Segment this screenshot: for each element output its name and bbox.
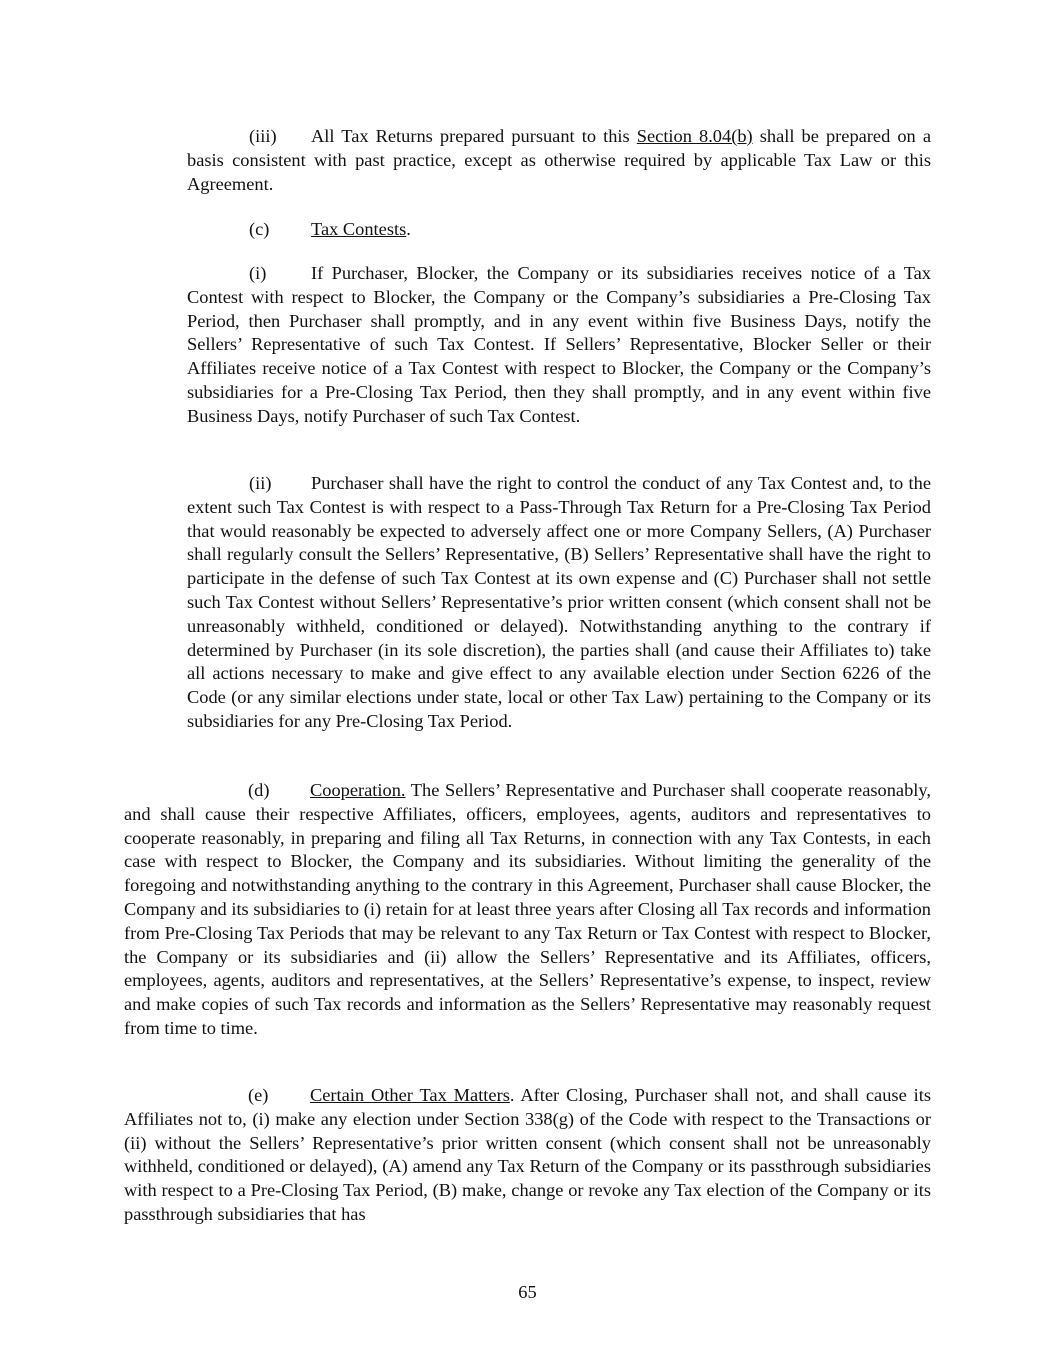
paragraph-text: . After Closing, Purchaser shall not, and shall cause its Affiliates not to, (i) make any election under Section 338(g) of the Code with respect to the Transactions or (ii) without the Sellers’ Representative’s prior written consent (which consent shall not be unreasonably withheld, conditioned or delayed), (A) amend any Tax Return of the Company or its passthrough subsidiaries with respect to a Pre-Closing Tax Period, (B) make, change or revoke any Tax election of the Company or its passthrough subsidiaries that has xyxy=(124,1085,932,1224)
heading-title: Tax Contests xyxy=(311,219,407,239)
paragraph-c-i xyxy=(187,262,931,429)
paragraph-text: The Sellers’ Representative and Purchaser shall cooperate reasonably, and shall cause their respective Affiliates, officers, employees, agents, auditors and representatives to cooperate reasonably, in preparing and filing all Tax Returns, in connection with any Tax Contests, in each case with respect to Blocker, the Company and its subsidiaries. Without limiting the generality of the foregoing and notwithstanding anything to the contrary in this Agreement, Purchaser shall cause Blocker, the Company and its subsidiaries to (i) retain for at least three years after Closing all Tax records and information from Pre-Closing Tax Periods that may be relevant to any Tax Return or Tax Contest with respect to Blocker, the Company or its subsidiaries and (ii) allow the Sellers’ Representative and its Affiliates, officers, employees, agents, auditors and representatives, at the Sellers’ Representative’s expense, to inspect, review and make copies of such Tax records and information as the Sellers’ Representative may reasonably request from time to time. xyxy=(124,780,931,1038)
paragraph-number: (i) xyxy=(249,263,267,283)
paragraph-iii xyxy=(187,125,931,196)
paragraph-d-cooperation xyxy=(124,779,931,1041)
heading-title: Cooperation. xyxy=(310,780,406,800)
paragraph-number: (e) xyxy=(248,1085,269,1105)
heading-title: Certain Other Tax Matters xyxy=(310,1085,510,1105)
paragraph-number: (d) xyxy=(248,780,270,800)
paragraph-number: (c) xyxy=(249,219,270,239)
section-reference-link[interactable]: Section 8.04(b) xyxy=(636,126,753,146)
heading-tax-contests xyxy=(187,218,931,242)
paragraph-text: shall be prepared on a basis consistent with past practice, except as otherwise required by applicable Tax Law or this Agreement. xyxy=(187,126,931,194)
paragraph-number: (ii) xyxy=(249,473,272,493)
paragraph-text: All Tax Returns prepared pursuant to this xyxy=(311,126,637,146)
heading-punctuation: . xyxy=(406,219,411,239)
paragraph-e-other-tax-matters xyxy=(124,1084,931,1227)
paragraph-text: Purchaser shall have the right to control the conduct of any Tax Contest and, to the extent such Tax Contest is with respect to a Pass-Through Tax Return for a Pre-Closing Tax Period that would reasonably be expected to adversely affect one or more Company Sellers, (A) Purchaser shall regularly consult the Sellers’ Representative, (B) Sellers’ Representative shall have the right to participate in the defense of such Tax Contest at its own expense and (C) Purchaser shall not settle such Tax Contest without Sellers’ Representative’s prior written consent (which consent shall not be unreasonably withheld, conditioned or delayed). Notwithstanding anything to the contrary if determined by Purchaser (in its sole discretion), the parties shall (and cause their Affiliates to) take all actions necessary to make and give effect to any available election under Section 6226 of the Code (or any similar elections under state, local or other Tax Law) pertaining to the Company or its subsidiaries for any Pre-Closing Tax Period. xyxy=(187,473,931,731)
paragraph-number: (iii) xyxy=(249,126,277,146)
paragraph-c-ii xyxy=(187,472,931,734)
paragraph-text: If Purchaser, Blocker, the Company or its subsidiaries receives notice of a Tax Contest with respect to Blocker, the Company or the Company’s subsidiaries a Pre-Closing Tax Period, then Purchaser shall promptly, and in any event within five Business Days, notify the Sellers’ Representative of such Tax Contest. If Sellers’ Representative, Blocker Seller or their Affiliates receive notice of a Tax Contest with respect to Blocker, the Company or the Company’s subsidiaries for a Pre-Closing Tax Period, then they shall promptly, and in any event within five Business Days, notify Purchaser of such Tax Contest. xyxy=(187,263,931,426)
page-number: 65 xyxy=(518,1282,537,1302)
